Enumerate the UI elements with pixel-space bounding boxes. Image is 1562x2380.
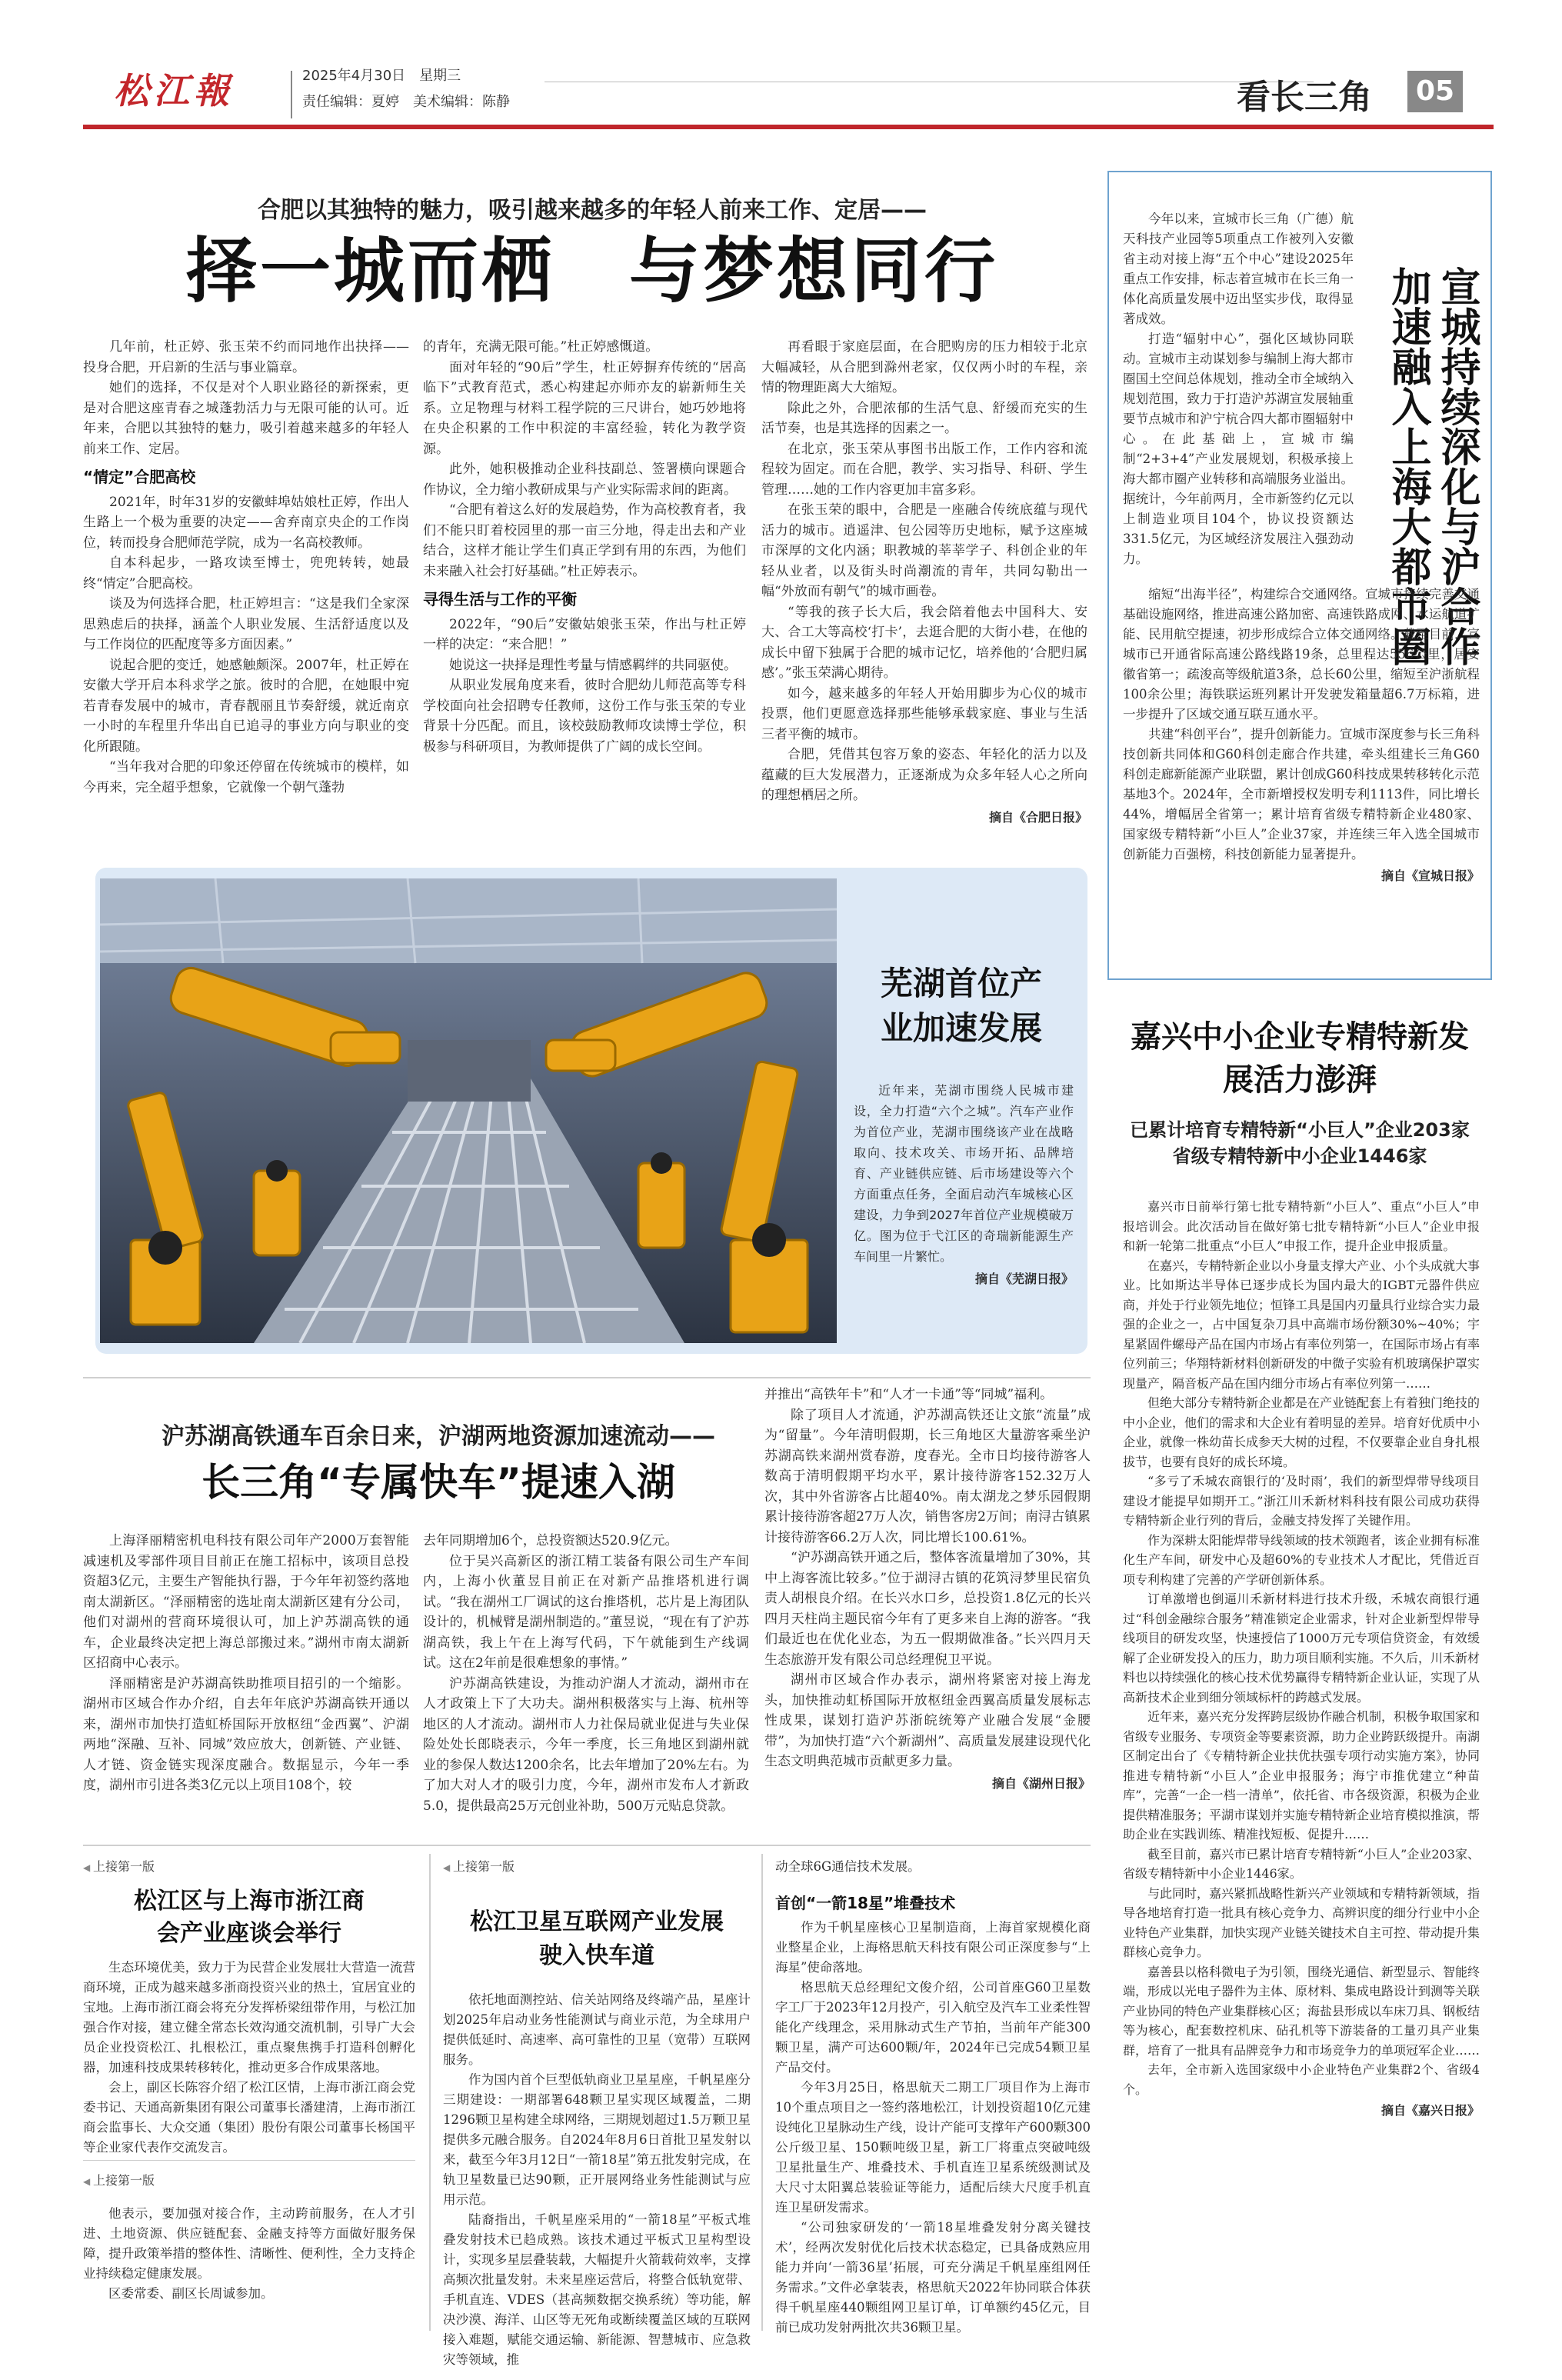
divider: [429, 1854, 431, 2331]
huzhou-column-2: [423, 1531, 749, 1816]
paragraph: 去年，全市新入选国家级中小企业特色产业集群2个、省级4个。: [1123, 2062, 1480, 2097]
lead-column-3: [761, 337, 1087, 828]
section-name: 看长三角: [1237, 78, 1372, 117]
source-credit: 摘自《湖州日报》: [991, 1775, 1091, 1791]
paragraph: “沪苏湖高铁开通之后，整体客流量增加了30%，其中上海客流比较多。”位于湖浔古镇的花筑浔梦里民宿负责人胡根良介绍。在长兴水口乡，总投资1.8亿元的长兴四月天柱尚主题民宿今年有了更多来自上海的游客。“我们最近也在优化业态，为五一假期做准备。”长兴四月天生态旅游开发有限公司总经理倪卫平说。: [764, 1550, 1091, 1668]
paragraph: 自本科起步，一路攻读至博士，兜兜转转，她最终“情定”合肥高校。: [83, 555, 409, 592]
jiaxing-subtitle: 已累计培育专精特新“小巨人”企业203家 省级专精特新中小企业1446家: [1130, 1119, 1470, 1167]
wuhu-title: 芜湖首位产业加速发展: [880, 965, 1042, 1047]
paragraph: 2022年，“90后”安徽姑娘张玉荣，作出与杜正婷一样的决定：“来合肥！”: [423, 616, 746, 652]
masthead-rule: [83, 125, 1494, 129]
brief-title: 松江区与上海市浙江商会产业座谈会举行: [134, 1888, 365, 1947]
paragraph: 在北京，张玉荣从事图书出版工作，工作内容和流程较为固定。而在合肥，教学、实习指导、科研、学生管理……她的工作内容更加丰富多彩。: [761, 441, 1087, 498]
divider: [83, 1377, 1091, 1378]
source-credit: 摘自《芜湖日报》: [974, 1272, 1074, 1286]
paragraph: 作为深耕太阳能焊带导线领域的技术领跑者，该企业拥有标准化生产车间，研发中心及超60%的专业技术人才配比，凭借近百项专利构建了完善的产学研创新体系。: [1123, 1532, 1480, 1587]
lead-title: 择一城而栖 与梦想同行: [185, 230, 998, 312]
issue-date: 2025年4月30日 星期三: [302, 68, 461, 84]
lead-column-2: [423, 337, 746, 757]
paragraph: 区委常委、副区长周诚参加。: [108, 2286, 274, 2301]
paragraph: 再看眼于家庭层面，在合肥购房的压力相较于北京大幅减轻，从合肥到滁州老家，仅仅两小时的车程，亲情的物理距离大大缩短。: [761, 339, 1087, 395]
paragraph: “多亏了禾城农商银行的‘及时雨’，我们的新型焊带导线项目建设才能提早如期开工。”浙江川禾新材料科技有限公司成功获得专精特新企业行列的背后，金融支持发挥了关键作用。: [1123, 1474, 1480, 1528]
huzhou-kicker: 沪苏湖高铁通车百余日来，沪湖两地资源加速流动——: [162, 1423, 715, 1450]
paragraph: 嘉善县以格科微电子为引领，围绕光通信、新型显示、智能终端，形成以光电子器件为主体、原材料、集成电路设计到测等关联产业协同的特色产业集群核心区；海盐县形成以车床刀具、钢板结等为核心，配套数控机床、砧孔机等下游装备的工量刃具产业集群，培育了一批具有品牌竞争力和市场竞争力的单项冠军企业……: [1123, 1964, 1480, 2058]
paragraph: 会上，副区长陈容介绍了松江区情，上海市浙江商会党委书记、天通高新集团有限公司董事长潘建清，上海市浙江商会监事长、大众交通（集团）股份有限公司董事长杨国平等企业家代表作交流发言。: [83, 2080, 415, 2155]
lead-column-1: [83, 337, 409, 798]
paragraph: 合肥，凭借其包容万象的姿态、年轻化的活力以及蕴藏的巨大发展潜力，正逐渐成为众多年轻人心之所向的理想栖居之所。: [761, 747, 1087, 803]
paragraph: 她们的选择，不仅是对个人职业路径的新探索，更是对合肥这座青春之城蓬勃活力与无限可能的认可。近年来，合肥以其独特的魅力，吸引着越来越多的年轻人前来工作、定居。: [83, 380, 409, 457]
paragraph: 说起合肥的变迁，她感触颇深。2007年，杜正婷在安徽大学开启本科求学之旅。彼时的合肥，在她眼中宛若青春发展中的城市，青春靓丽且节奏舒缓，就近南京一小时的车程里升华出自已追寻的事业方向与职业的变化所跟随。: [83, 657, 409, 755]
paragraph: 近年来，芜湖市围绕人民城市建设，全力打造“六个之城”。汽车产业作为首位产业，芜湖市围绕该产业在战略取向、技术攻关、市场开拓、品牌培育、产业链供应链、后市场建设等六个方面重点任务，全面启动汽车城核心区建设，力争到2027年首位产业规模破万亿。图为位于弋江区的奇瑞新能源生产车间里一片繁忙。: [854, 1083, 1074, 1264]
paragraph: 共建“科创平台”，提升创新能力。宣城市深度参与长三角科技创新共同体和G60科创走廊合作共建，牵头组建长三角G60科创走廊新能源产业联盟，累计创成G60科技成果转移转化示范基地3个。2024年，全市新增授权发明专利1113件，同比增长44%，增幅居全省第一；累计培育省级专精特新企业480家、国家级专精特新“小巨人”企业37家，并连续三年入选全国城市创新能力百强榜，科技创新能力显著提升。: [1123, 727, 1480, 862]
paragraph: 依托地面测控站、信关站网络及终端产品，星座计划2025年启动业务性能测试与商业示范，为全球用户提供低延时、高速率、高可靠性的卫星（宽带）互联网服务。: [443, 1992, 751, 2067]
paragraph: 生态环境优美，致力于为民营企业发展壮大营造一流营商环境，正成为越来越多浙商投资兴业的热土，宜居宜业的宝地。上海市浙江商会将充分发挥桥梁纽带作用，与松江加强合作对接，建立健全常态长效沟通交流机制，引导广大会员企业投资松江、扎根松江，重点聚焦携手打造科创孵化器，加速科技成果转移转化，推动更多合作成果落地。: [83, 1960, 415, 2075]
robot-assembly-line-image: [100, 878, 837, 1343]
factory-photo: [100, 878, 837, 1343]
paragraph: 的青年，充满无限可能。”杜正婷感慨道。: [423, 339, 659, 355]
xuancheng-text-top: [1123, 209, 1354, 569]
masthead: [83, 54, 1494, 131]
paragraph: 她说这一抉择是理性考量与情感羁绊的共同驱使。: [449, 657, 737, 673]
brief-1: [83, 1857, 415, 2158]
huzhou-column-3: [764, 1385, 1091, 1794]
paragraph: 从职业发展角度来看，彼时合肥幼儿师范高等专科学校面向社会招聘专任教师，这份工作与张玉荣的专业背景十分匹配。而且，该校鼓励教师攻读博士学位，积极参与科研项目，为教师提供了广阔的成长空间。: [423, 678, 746, 755]
paragraph: 今年以来，宣城市长三角（广德）航天科技产业园等5项重点工作被列入安徽省主动对接上海“五个中心”建设2025年重点工作安排，标志着宣城市在长三角一体化高质量发展中迈出坚实步伐，取得显著成效。: [1123, 212, 1354, 326]
paragraph: 缩短“出海半径”，构建综合交通网络。宣城市持续完善交通基础设施网络，推进高速公路加密、高速铁路成网、水运航道扩能、民用航空提速，初步形成综合立体交通网络。截至目前，宣城市已开通省际高速公路线路19条，总里程达556公里，居安徽省第一；疏浚高等级航道3条，总长60公里，缩短至沪浙航程100余公里；海铁联运班列累计开发驶发箱量超6.7万标箱，进一步提升了区域交通互联互通水平。: [1123, 587, 1480, 722]
logo-rule: [291, 71, 292, 118]
paragraph: 打造“辐射中心”，强化区域协同联动。宣城市主动谋划参与编制上海大都市圈国土空间总体规划，推动全市全域纳入规划范围，致力于打造沪苏湖宣发展轴重要节点城市和沪宁杭合四大都市圈辐射中心。在此基础上，宣城市编制“2+3+4”产业发展规划，积极承接上海大都市圈产业转移和高端服务业溢出。据统计，今年前两月，全市新签约亿元以上制造业项目104个，协议投资额达331.5亿元，为区域经济发展注入强劲动力。: [1123, 332, 1354, 566]
brief-3: [443, 1857, 751, 2370]
paragraph: 陆裔指出，千帆星座采用的“一箭18星”平板式堆叠发射技术已趋成熟。该技术通过平板式卫星构型设计，实现多星层叠装载，大幅提升火箭载荷效率，支撑高频次批量发射。未来星座运营后，将整合低轨宽带、手机直连、VDES（甚高频数据交换系统）等功能，解决沙漠、海洋、山区等无死角或断续覆盖区域的互联网接入难题，赋能交通运输、新能源、智慧城市、应急救灾等领域，推: [443, 2212, 751, 2367]
paragraph: 格思航天总经理纪文俊介绍，公司首座G60卫星数字工厂于2023年12月投产，引入航空及汽车工业柔性智能化产线理念，采用脉动式生产节拍，当前年产能300颗卫星，满产可达600颗/年，2024年已完成54颗卫星产品交付。: [775, 1980, 1091, 2075]
source-credit: 摘自《嘉兴日报》: [1380, 2103, 1480, 2118]
paragraph: 嘉兴市日前举行第七批专精特新“小巨人”、重点“小巨人”申报培训会。此次活动旨在做好第七批专精特新“小巨人”企业申报和新一轮第二批重点“小巨人”申报工作，提升企业申报质量。: [1123, 1199, 1480, 1253]
paragraph: 近年来，嘉兴充分发挥跨层级协作融合机制，积极争取国家和省级专业服务、专项资金等要素资源，助力企业跨跃级提升。南湖区制定出台了《专精特新企业扶优扶强专项行动实施方案》，协同推进专精特新“小巨人”企业申报服务；海宁市推优建立“种苗库”，完善“一企一档一清单”，依托省、市各级资源，积极为企业提供精准服务；平湖市谋划并实施专精特新企业培育模拟推演，帮助企业在实践训练、精准找短板、促提升……: [1123, 1709, 1480, 1842]
paragraph: 湖州市区域合作办表示，湖州将紧密对接上海龙头，加快推动虹桥国际开放枢纽金西翼高质量发展标志性成果，谋划打造沪苏浙皖统筹产业融合发展“金腰带”，为加快打造“六个新湖州”、高质量发展建设现代化生态文明典范城市贡献更多力量。: [764, 1672, 1091, 1769]
brief-title: 松江卫星互联网产业发展驶入快车道: [470, 1908, 724, 1969]
paragraph: 上海泽丽精密机电科技有限公司年产2000万套智能减速机及零部件项目目前正在施工招标中，该项目总投资超3亿元，主要生产智能执行器，于今年年初签约落地南太湖新区。“泽丽精密的选址南太湖新区建有分公司，他们对湖州的营商环境很认可，加上沪苏湖高铁的通车，企业最终决定把上海总部搬过来。”湖州市南太湖新区招商中心表示。: [83, 1533, 409, 1671]
paragraph: 但绝大部分专精特新企业都是在产业链配套上有着独门绝技的中小企业，他们的需求和大企业有着明显的差异。培育好优质中小企业，就像一株幼苗长成参天大树的过程，不仅要靠企业自身扎根拔节，也要有良好的成长环境。: [1123, 1395, 1480, 1469]
paragraph: 在嘉兴，专精特新企业以小身量支撑大产业、小个头成就大事业。比如斯达半导体已逐步成长为国内最大的IGBT元器件供应商，并处于行业领先地位；恒锋工具是国内刃量具行业综合实力最强的企业之一，占中国复杂刀具中高端市场份额30%~40%；宇星紧固件螺母产品在国内市场占有率位列第一，在国际市场占有率位列前三；华翔特新材料创新研发的中微子实验有机玻璃保护罩实现量产，隔音板产品在国内细分市场占有率位列第一……: [1123, 1258, 1480, 1391]
paragraph: “等我的孩子长大后，我会陪着他去中国科大、安大、合工大等高校‘打卡’，去逛合肥的大街小巷，在他的成长中留下独属于合肥的城市记忆，培养他的‘合肥归属感’。”张玉荣满心期待。: [761, 604, 1087, 681]
subheading: “情定”合肥高校: [83, 468, 196, 486]
paragraph: 截至目前，嘉兴市已累计培育专精特新“小巨人”企业203家、省级专精特新中小企业1446家。: [1123, 1846, 1480, 1881]
paragraph: 位于吴兴高新区的浙江精工装备有限公司生产车间内，上海小伙董昱目前正在对新产品推塔机进行调试。“我在湖州工厂调试的这台推塔机，芯片是上海团队设计的，机械臂是湖州制造的。”董昱说，“现在有了沪苏湖高铁，我上午在上海写代码，下午就能到生产线调试。这在2年前是很难想象的事情。”: [423, 1553, 749, 1671]
paragraph: 今年3月25日，格思航天二期工厂项目作为上海市10个重点项目之一签约落地松江，计划投资超10亿元建设纯化卫星脉动生产线，设计产能可支撑年产600颗300公斤级卫星、150颗吨级卫星，新工厂将重点突破吨级卫星批量生产、堆叠技术、手机直连卫星系统级测试及大尺寸太阳翼总装验证等能力，适配后续大尺度手机直连卫星研发需求。: [775, 2080, 1091, 2215]
paragraph: 与此同时，嘉兴紧抓战略性新兴产业领域和专精特新领域，指导各地培育打造一批具有核心竞争力、高辨识度的细分行业中小企业特色产业集群，加快实现产业链关键技术自主可控、带动提升集群核心竞争力。: [1123, 1885, 1480, 1959]
continued-label: ◀ 上接第一版: [83, 1857, 415, 1875]
editors-line: 责任编辑：夏婷 美术编辑：陈静: [302, 94, 510, 110]
paragraph: 几年前，杜正婷、张玉荣不约而同地作出抉择——投身合肥，开启新的生活与事业篇章。: [83, 339, 409, 375]
xuancheng-title: 宣城持续深化与沪合作加速融入上海大都市圈: [1384, 266, 1480, 666]
page-number: 05: [1407, 71, 1463, 112]
paragraph: 动全球6G通信技术发展。: [775, 1859, 921, 1874]
paragraph: “公司独家研发的‘一箭18星堆叠发射分离关键技术’，经两次发射优化后技术状态稳定，已具备成熟应用能力并向‘一箭36星’拓展，可充分满足千帆星座组网任务需求。”文件必拿装表，格思航天2022年协同联合体获得千帆星座440颗组网卫星订单，订单额约45亿元，目前已成功发射两批次共36颗卫星。: [775, 2220, 1091, 2335]
subheading: 首创“一箭18星”堆叠技术: [775, 1894, 956, 1912]
continued-label: ◀ 上接第一版: [443, 1857, 751, 1875]
source-credit: 摘自《宣城日报》: [1380, 868, 1480, 883]
paragraph: 去年同期增加6个，总投资额达520.9亿元。: [423, 1533, 678, 1548]
subheading: 寻得生活与工作的平衡: [423, 590, 577, 608]
lead-kicker: 合肥以其独特的魅力，吸引越来越多的年轻人前来工作、定居——: [258, 197, 927, 224]
paragraph: 在张玉荣的眼中，合肥是一座融合传统底蕴与现代活力的城市。逍遥津、包公园等历史地标，赋予这座城市深厚的文化内涵；职教城的莘莘学子、科创企业的年轻从业者，以及街头时尚潮流的青年，共同勾勒出一幅“外放而有朝气”的城市画卷。: [761, 502, 1087, 599]
paragraph: 除了项目人才流通，沪苏湖高铁还让文旅“流量”成为“留量”。今年清明假期，长三角地区大量游客乘坐沪苏湖高铁来湖州赏春游，度春光。全市日均接待游客人数高于清明假期平均水平，累计接待游客152.32万人次，其中外省游客占比超40%。南太湖龙之梦乐园假期累计接待游客超27万人次，销售客房2万间；南浔古镇累计接待游客66.2万人次，同比增长100.61%。: [764, 1407, 1091, 1545]
paragraph: 面对年轻的“90后”学生，杜正婷摒弃传统的“居高临下”式教育范式，悉心构建起亦师亦友的崭新师生关系。立足物理与材料工程学院的三尺讲台，她巧妙地将在央企积累的工作中积淀的丰富经验，转化为教学资源。: [423, 359, 746, 457]
paragraph: 并推出“高铁年卡”和“人才一卡通”等“同城”福利。: [764, 1387, 1054, 1402]
paragraph: 泽丽精密是沪苏湖高铁助推项目招引的一个缩影。湖州市区域合作办介绍，自去年年底沪苏湖高铁开通以来，湖州市加快打造虹桥国际开放枢纽“金西翼”、沪湖两地“深融、互补、同城”效应放大，创新链、产业链、人才链、资金链实现深度融合。数据显示，今年一季度，湖州市引进各类3亿元以上项目108个，较: [83, 1675, 409, 1793]
paragraph: 2021年，时年31岁的安徽蚌埠姑娘杜正婷，作出人生路上一个极为重要的决定——舍弃南京央企的工作岗位，转而投身合肥师范学院，成为一名高校教师。: [83, 494, 409, 551]
jiaxing-text: [1123, 1197, 1480, 2121]
paragraph: 谈及为何选择合肥，杜正婷坦言：“这是我们全家深思熟虑后的抉择，涵盖个人职业发展、生活舒适度以及与工作岗位的匹配度等多方面因素。”: [83, 596, 409, 652]
paragraph: 此外，她积极推动企业科技副总、签署横向课题合作协议，全力缩小教研成果与产业实际需求间的距离。: [423, 462, 746, 498]
paragraph: 如今，越来越多的年轻人开始用脚步为心仪的城市投票，他们更愿意选择那些能够承载家庭、事业与生活三者平衡的城市。: [761, 685, 1087, 742]
jiaxing-title: 嘉兴中小企业专精特新发展活力澎湃: [1131, 1018, 1469, 1098]
divider: [83, 1845, 1091, 1846]
huzhou-title: 长三角“专属快车”提速入湖: [201, 1460, 675, 1505]
paragraph: 他表示，要加强对接合作，主动跨前服务，在人才引进、土地资源、供应链配套、金融支持等方面做好服务保障，提升政策举措的整体性、清晰性、便利性，全力支持企业持续稳定健康发展。: [83, 2206, 415, 2281]
xuancheng-text-bottom: [1123, 585, 1480, 886]
paragraph: “当年我对合肥的印象还停留在传统城市的模样，如今再来，完全超乎想象，它就像一个朝气蓬勃: [83, 759, 409, 795]
divider: [83, 2160, 415, 2161]
paragraph: 作为千帆星座核心卫星制造商，上海首家规模化商业整星企业，上海格思航天科技有限公司正深度参与“上海星”使命落地。: [775, 1920, 1091, 1975]
brief-2: [83, 2171, 415, 2304]
source-credit: 摘自《合肥日报》: [988, 809, 1087, 825]
continued-label: ◀ 上接第一版: [83, 2171, 415, 2188]
paragraph: 作为国内首个巨型低轨商业卫星星座，千帆星座分三期建设：一期部署648颗卫星实现区域覆盖，二期1296颗卫星构建全球网络，三期规划超过1.5万颗卫星提供多元融合服务。自2024年8月6日首批卫星发射以来，截至今年3月12日“一箭18星”第五批发射完成，在轨卫星数量已达90颗，正开展网络业务性能测试与应用示范。: [443, 2072, 751, 2207]
huzhou-column-1: [83, 1531, 409, 1796]
wuhu-text: [854, 1080, 1074, 1289]
newspaper-logo: 松江報: [114, 70, 234, 112]
paragraph: 除此之外，合肥浓郁的生活气息、舒缓而充实的生活节奏，也是其选择的因素之一。: [761, 400, 1087, 436]
divider: [761, 1854, 763, 2331]
brief-4: [775, 1857, 1091, 2338]
paragraph: 订单激增也倒逼川禾新材料进行技术升级，禾城农商银行通过“科创金融综合服务”精准锁定企业需求，针对企业新型焊带导线项目的研发攻坚，快速授信了1000万元专项信贷资金，有效缓解了企业研发投入的压力，助力项目顺利实施。不久后，川禾新材料也以持续强化的核心技术优势赢得专精特新企业认证，实现了从高新技术企业到细分领域标杆的跨越式发展。: [1123, 1592, 1480, 1705]
paragraph: “合肥有着这么好的发展趋势，作为高校教育者，我们不能只盯着校园里的那一亩三分地，得走出去和产业结合，这样才能让学生们真正学到有用的东西，为他们未来融入社会打好基础。”杜正婷表示。: [423, 502, 746, 579]
paragraph: 沪苏湖高铁建设，为推动沪湖人才流动，湖州市在人才政策上下了大功夫。湖州积极落实与上海、杭州等地区的人才流动。湖州市人力社保局就业促进与失业保险处处长郎晓表示，今年一季度，长三角地区到湖州就业的参保人数达1200余名，比去年增加了20%左右。为了加大对人才的吸引力度，今年，湖州市发布人才新政5.0，提供最高25万元创业补助，500万元贴息贷款。: [423, 1675, 749, 1814]
